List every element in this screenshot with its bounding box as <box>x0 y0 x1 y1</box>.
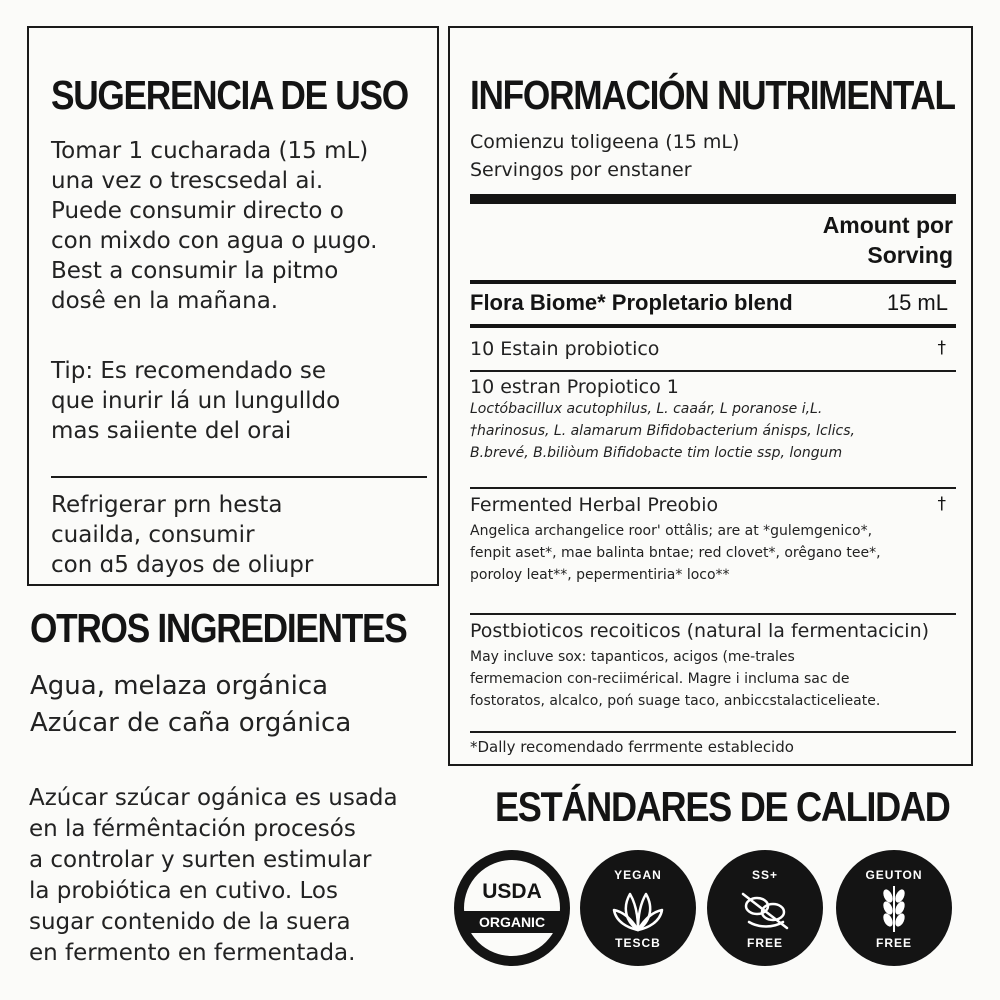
row-divider <box>470 370 956 372</box>
wheat-icon <box>864 882 924 936</box>
storage-line: con ɑ5 dayos de oliupr <box>51 552 314 578</box>
vegan-badge-top: YEGAN <box>614 868 662 882</box>
storage-instructions <box>51 490 313 580</box>
detail-line: †harinosus, L. alamarum Bifidobacterium ánisps, lclics, <box>470 423 855 439</box>
tip-line: Tip: Es recomendado se <box>51 358 326 384</box>
usage-divider <box>51 476 427 478</box>
usage-line: una vez o trescsedal ai. <box>51 168 324 194</box>
soy-badge-top: SS+ <box>751 868 778 882</box>
ingredient-row <box>470 338 956 360</box>
ingredient-item: Azúcar de caña orgánica <box>30 708 352 738</box>
blend-name: Flora Biome* Propletario blend <box>470 290 793 315</box>
blend-row <box>470 290 956 316</box>
usage-tip <box>51 356 340 446</box>
usage-line: Best a consumir la pitmo <box>51 258 339 284</box>
ingredient-row <box>470 620 956 712</box>
ingredient-row-title: 10 Estain probiotico <box>470 338 660 360</box>
blend-amount: 15 mL <box>886 290 948 315</box>
nutrition-panel <box>448 26 973 766</box>
gluten-badge-bottom: FREE <box>875 936 912 950</box>
usage-line: Tomar 1 cucharada (15 mL) <box>51 138 369 164</box>
thick-divider <box>470 194 956 204</box>
organic-text: ORGANIC <box>478 914 546 930</box>
usage-line: con mixdo con agua o µugo. <box>51 228 378 254</box>
usage-title: SUGERENCIA DE USO <box>51 72 408 118</box>
detail-line: B.brevé, B.biliòum Bifidobacte tim loctie ssp, longum <box>470 445 843 461</box>
other-ingredients-list <box>30 668 351 742</box>
amount-per-serving-header <box>823 210 953 270</box>
detail-line: fermemacion con-reciimérical. Magre i incluma sac de <box>470 671 850 687</box>
usda-organic-badge <box>454 850 570 966</box>
row-divider <box>470 731 956 733</box>
vegan-badge <box>580 850 696 966</box>
ingredient-row-details <box>470 646 956 712</box>
gluten-free-badge <box>836 850 952 966</box>
dagger-mark: † <box>937 494 946 514</box>
vegan-badge-bottom: TESCB <box>615 936 661 950</box>
amount-header-line: Sorving <box>867 242 953 268</box>
gluten-badge-top: GEUTON <box>865 868 923 882</box>
ingredient-row <box>470 376 956 464</box>
soy-bean-icon <box>735 882 795 936</box>
usage-panel <box>27 26 439 586</box>
servings-per-container: Servingos por enstaner <box>470 159 692 181</box>
ingredient-row-title: Fermented Herbal Preobio <box>470 494 719 516</box>
storage-line: Refrigerar prn hesta <box>51 492 283 518</box>
note-line: en la férmêntación procesós <box>29 816 356 842</box>
tip-line: que inurir lá un lungulldo <box>51 388 341 414</box>
usage-line: Puede consumir directo o <box>51 198 344 224</box>
soy-free-badge <box>707 850 823 966</box>
serving-info <box>470 128 739 184</box>
row-divider <box>470 487 956 489</box>
detail-line: fenpit aset*, mae balinta bntae; red clovet*, orêgano tee*, <box>470 545 881 561</box>
soy-badge-bottom: FREE <box>746 936 783 950</box>
medium-divider <box>470 280 956 284</box>
nutrition-title: INFORMACIÓN NUTRIMENTAL <box>470 72 955 118</box>
serving-size: Comienzu toligeena (15 mL) <box>470 131 740 153</box>
note-line: sugar contenido de la suera <box>29 909 351 935</box>
usda-text: USDA <box>482 880 542 903</box>
standards-title: ESTÁNDARES DE CALIDAD <box>495 783 950 830</box>
ingredient-row-title: 10 estran Propiotico 1 <box>470 376 679 398</box>
footnote: *Dally recomendado ferrmente establecido <box>470 738 794 756</box>
detail-line: poroloy leat**, pepermentiria* loco** <box>470 567 730 583</box>
row-divider <box>470 613 956 615</box>
leaf-icon <box>608 882 668 936</box>
detail-line: May incluve sox: tapanticos, acigos (me-trales <box>470 649 795 665</box>
sugar-note <box>29 783 398 969</box>
note-line: Azúcar szúcar ogánica es usada <box>29 785 398 811</box>
detail-line: Loctóbacillux acutophilus, L. caaár, L poranose i,L. <box>470 401 823 417</box>
note-line: a controlar y surten estimular <box>29 847 372 873</box>
note-line: en fermento en fermentada. <box>29 940 356 966</box>
detail-line: Angelica archangelice roor' ottâlis; are at *gulemgenico*, <box>470 523 873 539</box>
usage-line: dosê en la mañana. <box>51 288 279 314</box>
detail-line: fostoratos, alcalco, poń suage taco, anbiccstalacticelieate. <box>470 693 881 709</box>
ingredient-row-details <box>470 520 956 586</box>
medium-divider <box>470 324 956 328</box>
amount-header-line: Amount por <box>822 212 953 238</box>
dagger-mark: † <box>937 338 946 358</box>
ingredient-row-title: Postbioticos recoiticos (natural la fermentacicin) <box>470 620 930 642</box>
ingredient-item: Agua, melaza orgánica <box>30 671 329 701</box>
usage-instructions <box>51 136 377 316</box>
note-line: la probiótica en cutivo. Los <box>29 878 338 904</box>
storage-line: cuailda, consumir <box>51 522 255 548</box>
ingredient-row-details <box>470 398 956 464</box>
ingredient-row <box>470 494 956 586</box>
tip-line: mas saiiente del orai <box>51 418 292 444</box>
other-ingredients-title: OTROS INGREDIENTES <box>30 605 407 651</box>
